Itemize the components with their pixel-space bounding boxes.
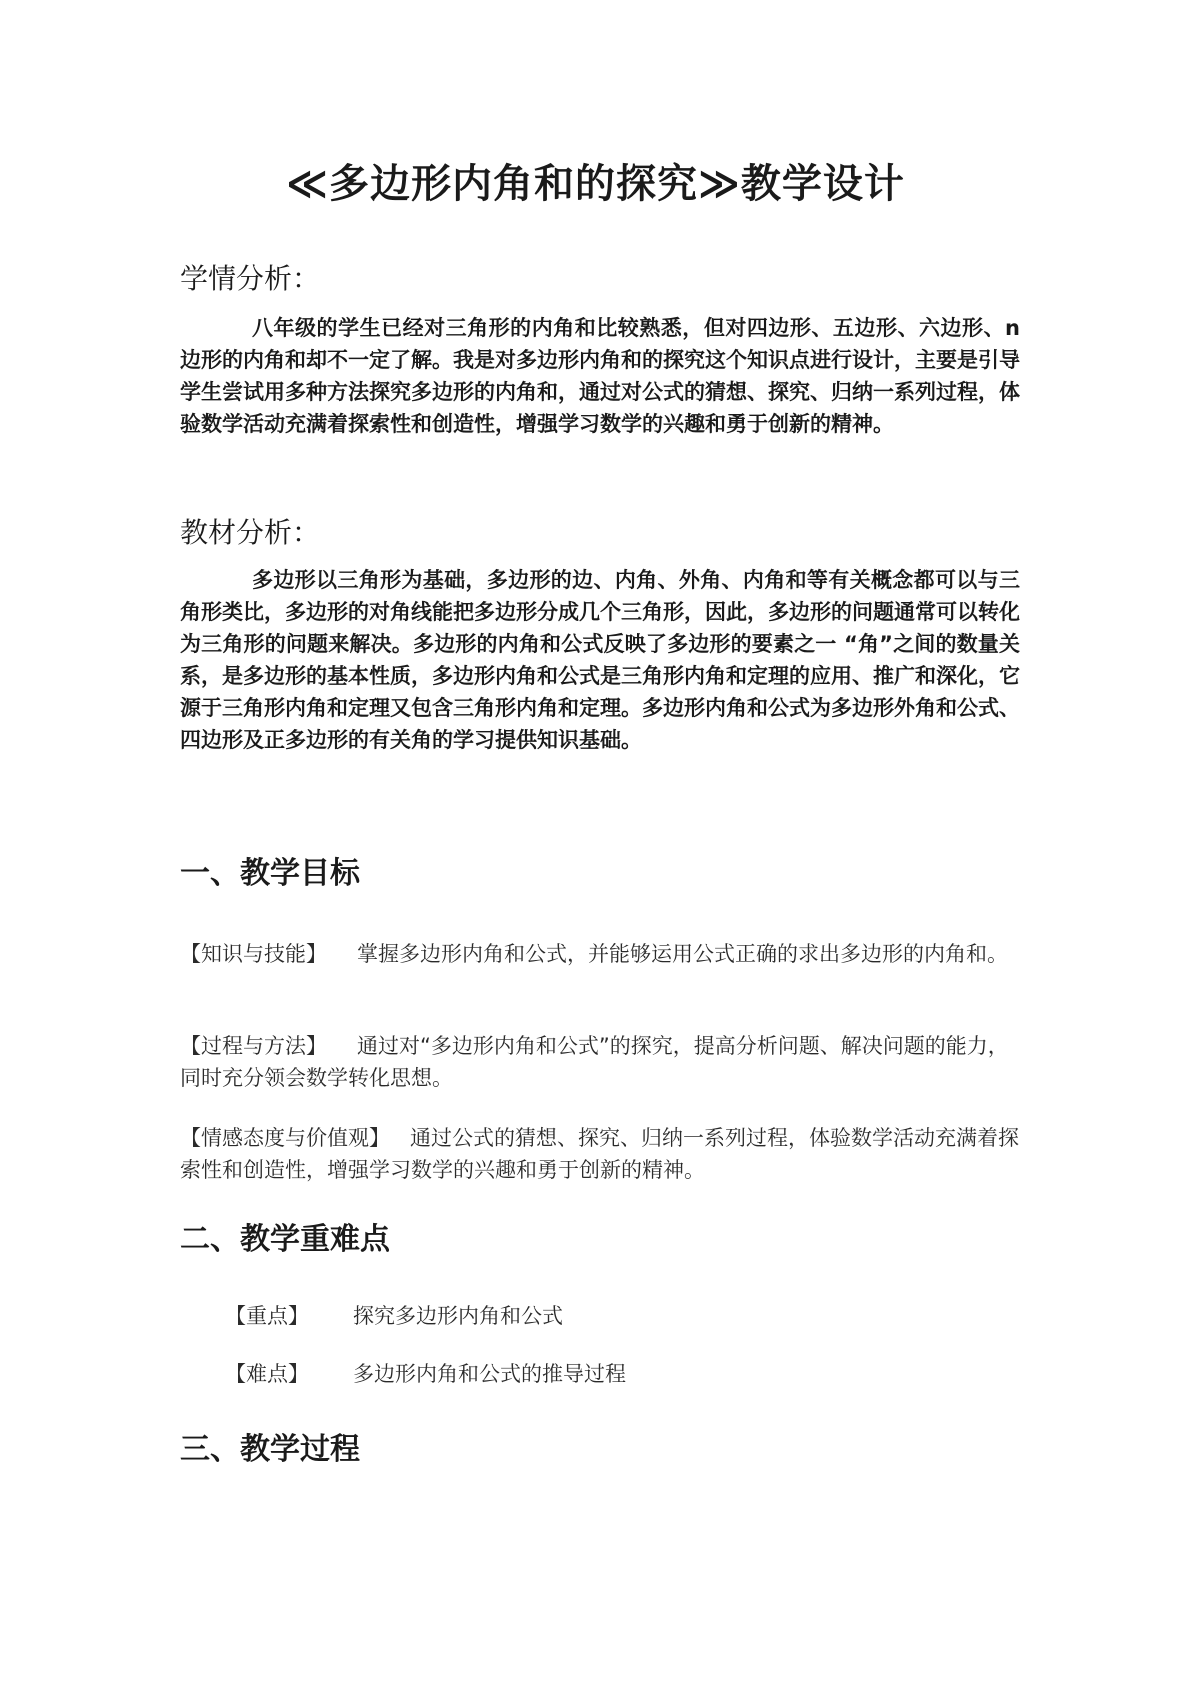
document-title: ≪多边形内角和的探究≫教学设计 bbox=[286, 161, 905, 207]
material-analysis-heading: 教材分析： bbox=[180, 516, 321, 549]
key-tag: 【难点】 bbox=[225, 1362, 309, 1386]
section-2-heading: 二、教学重难点 bbox=[180, 1222, 390, 1257]
key-text: 多边形内角和公式的推导过程 bbox=[353, 1362, 626, 1386]
section-1-heading: 一、教学目标 bbox=[180, 856, 360, 891]
material-analysis-body: 多边形以三角形为基础，多边形的边、内角、外角、内角和等有关概念都可以与三角形类比，多边形的对角线能把多边形分成几个三角形，因此，多边形的问题通常可以转化为三角形的问题来解决。多边形的内角和公式反映了多边形的要素之一 “角”之间的数量关系，是多边形的基本性质，多边形内角和公式是三角形内角和定理的应用、推广和深化，它源于三角形内角和定理又包含三角形内角和定理。多边形内角和公式为多边形外角和公式、四边形及正多边形的有关角的学习提供知识基础。 bbox=[180, 568, 1020, 752]
section-3-heading: 三、教学过程 bbox=[180, 1432, 360, 1467]
key-tag: 【重点】 bbox=[225, 1304, 309, 1328]
objective-text: 通过公式的猜想、探究、归纳一系列过程，体验数学活动充满着探索性和创造性，增强学习数学的兴趣和勇于创新的精神。 bbox=[180, 1126, 1019, 1182]
objective-tag: 【过程与方法】 bbox=[180, 1034, 327, 1058]
learner-analysis-heading: 学情分析： bbox=[180, 262, 321, 295]
objective-attitude bbox=[180, 1122, 1020, 1186]
objective-tag: 【情感态度与价值观】 bbox=[180, 1126, 390, 1150]
learner-analysis-body: 八年级的学生已经对三角形的内角和比较熟悉，但对四边形、五边形、六边形、n边形的内角和却不一定了解。我是对多边形内角和的探究这个知识点进行设计，主要是引导学生尝试用多种方法探究多边形的内角和，通过对公式的猜想、探究、归纳一系列过程，体验数学活动充满着探索性和创造性，增强学习数学的兴趣和勇于创新的精神。 bbox=[180, 316, 1020, 436]
objective-tag: 【知识与技能】 bbox=[180, 942, 327, 966]
key-text: 探究多边形内角和公式 bbox=[353, 1304, 563, 1328]
objective-knowledge bbox=[180, 938, 1020, 970]
key-point bbox=[225, 1300, 563, 1332]
difficult-point bbox=[225, 1358, 626, 1390]
objective-text: 掌握多边形内角和公式，并能够运用公式正确的求出多边形的内角和。 bbox=[357, 942, 1008, 966]
objective-process bbox=[180, 1030, 1020, 1094]
objective-text: 通过对“多边形内角和公式”的探究，提高分析问题、解决问题的能力，同时充分领会数学转化思想。 bbox=[180, 1034, 1009, 1090]
